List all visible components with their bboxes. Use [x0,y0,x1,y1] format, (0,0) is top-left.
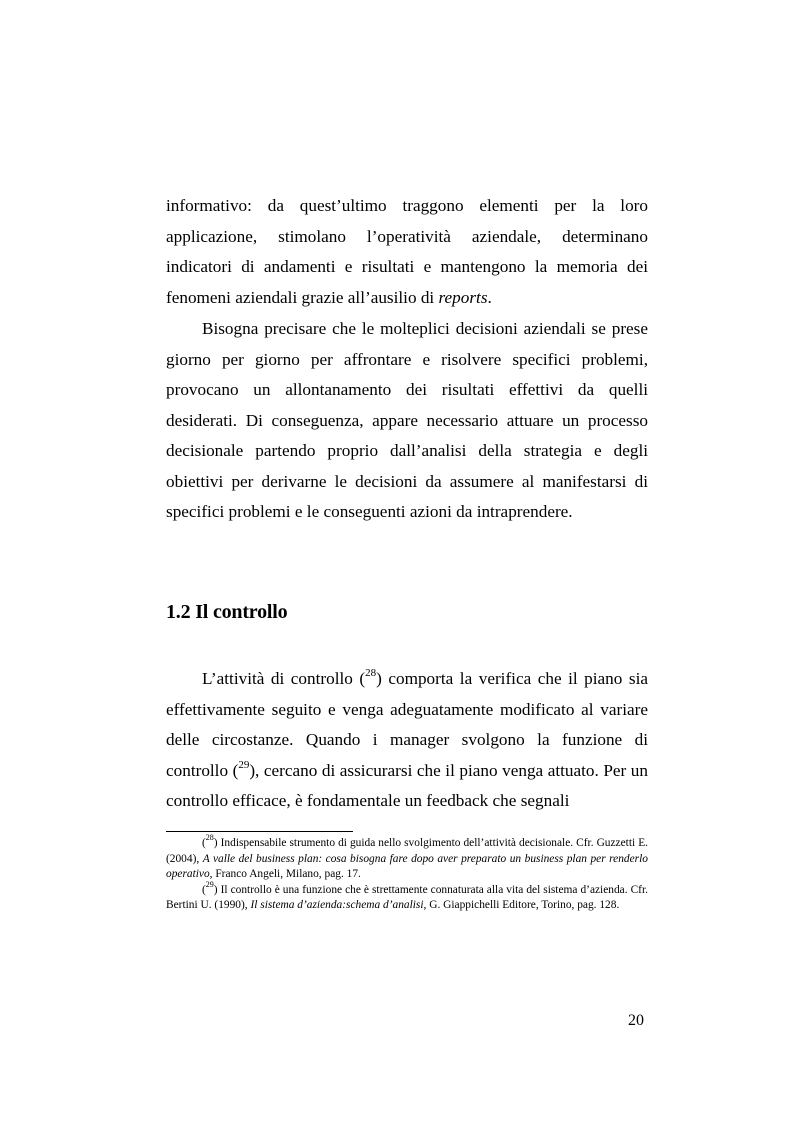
paragraph-intro [166,191,648,313]
footnote-ref-29[interactable]: 29 [238,758,250,771]
footnote-separator [166,831,353,832]
footnote-open-paren: ( [202,837,206,849]
paragraph-intro-text: informativo: da quest’ultimo traggono elementi per la loro applicazione, stimolano l’operatività aziendale, determinano indicatori di andamenti e risultati e mantengono la memoria dei fenomeni aziendali grazie all’ausilio di [166,196,648,307]
paragraph-intro-end: . [487,287,492,307]
footnote-number: 29 [205,879,214,889]
footnote-ref-28[interactable]: 28 [365,667,377,680]
footnote-tail: , G. Giappichelli Editore, Torino, pag. 128. [423,899,620,911]
footnote-number: 28 [205,833,214,843]
footnote-open-paren: ( [202,883,206,896]
footnote-28 [166,833,648,883]
paragraph-control-part2: ) comporta la verifica che il piano sia effettivamente seguito e venga adeguatamente modificato al variare delle circostanze. Quando i manager svolgono la funzione di controllo ( [166,669,648,780]
footnote-tail: , Franco Angeli, Milano, pag. 17. [209,868,361,880]
footnote-text: Il controllo è una funzione che è strettamente connaturata alla vita del sistema d’azienda. Cfr. Bertini U. (1990), [166,883,648,911]
paragraph-control [166,664,648,817]
paragraph-decisions: Bisogna precisare che le molteplici decisioni aziendali se prese giorno per giorno per affrontare e risolvere specifici problemi, provocano un allontanamento dei risultati effettivi da quelli desiderati. Di conseguenza, appare necessario attuare un processo decisionale partendo proprio dall’analisi della strategia e degli obiettivi per derivarne le decisioni da assumere al manifestarsi di specifici problemi e le conseguenti azioni da intraprendere. [166,319,648,521]
footnote-29 [166,879,648,914]
reports-italic: reports [438,287,488,307]
footnote-text: Indispensabile strumento di guida nello svolgimento dell’attività decisionale. Cfr. Guzzetti E. (2004), [166,837,648,865]
paragraph-control-part3: ), cercano di assicurarsi che il piano venga attuato. Per un controllo efficace, è fondamentale un feedback che segnali [166,760,648,810]
paragraph-control-part1: L’attività di controllo ( [202,669,366,688]
section-heading: 1.2 Il controllo [166,601,288,623]
footnote-title: Il sistema d’azienda:schema d’analisi [250,899,424,911]
footnote-title: A valle del business plan: cosa bisogna fare dopo aver preparato un business plan per renderlo operativo [166,852,648,880]
footnote-close-paren: ) [213,883,221,896]
page-number: 20 [628,1012,644,1029]
footnotes [166,833,648,914]
footnote-close-paren: ) [213,837,221,849]
